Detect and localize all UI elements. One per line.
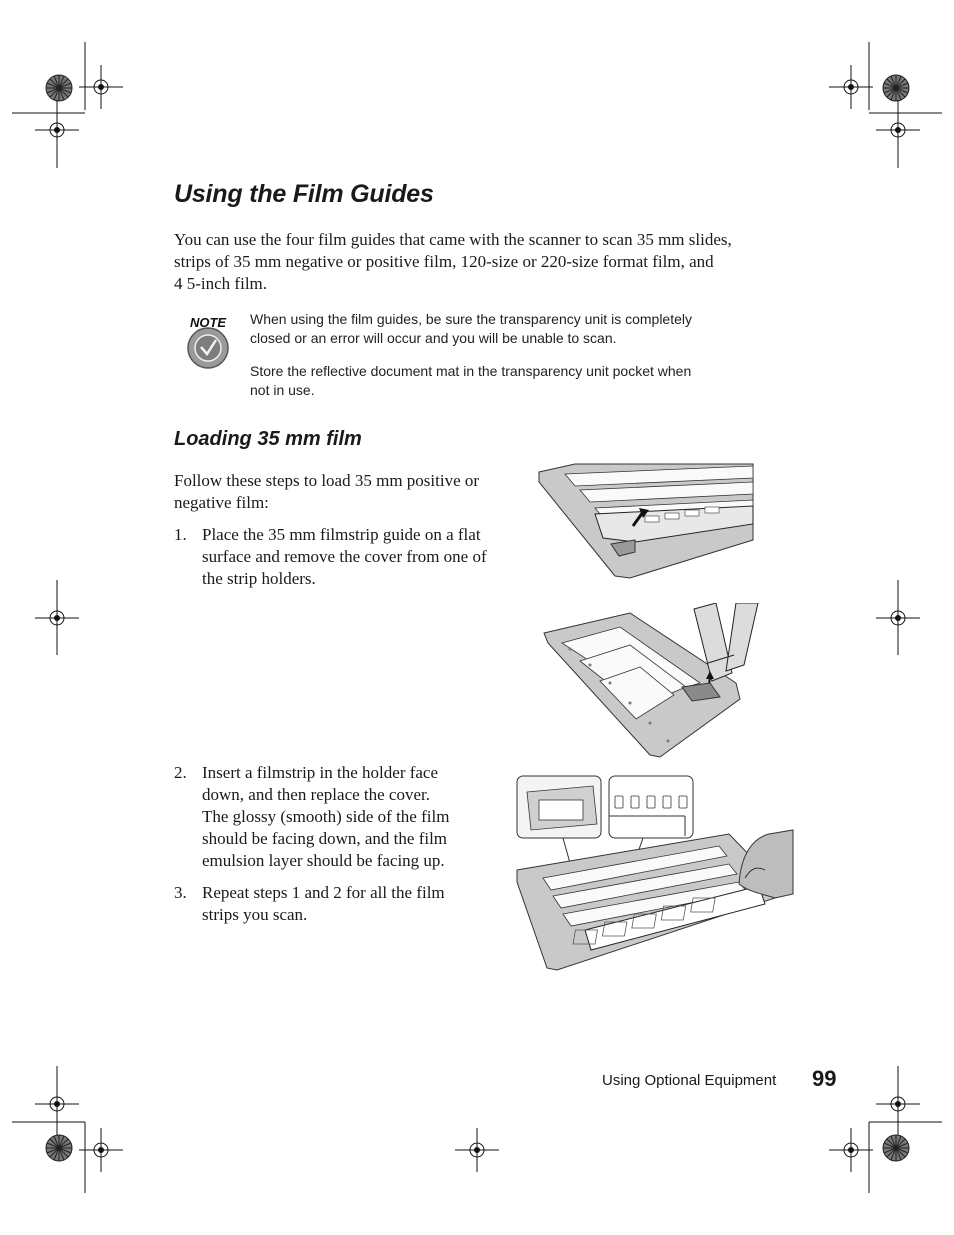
page-number: 99: [812, 1066, 837, 1091]
step-line: The glossy (smooth) side of the film: [202, 807, 450, 826]
note-line: Store the reflective document mat in the transparency unit pocket when: [250, 363, 692, 379]
step-line: the strip holders.: [202, 569, 316, 588]
note-line: not in use.: [250, 382, 315, 398]
step-2-number: 2.: [174, 763, 187, 782]
step-3-text: [202, 882, 492, 926]
step-line: surface and remove the cover from one of: [202, 547, 487, 566]
intro-line: 4 5-inch film.: [174, 274, 268, 293]
section-subheading: Loading 35 mm film: [174, 428, 362, 450]
note-paragraph-2: [250, 362, 760, 400]
step-2-text: [202, 762, 492, 872]
lead-line: negative film:: [174, 493, 269, 512]
lead-paragraph: [174, 470, 514, 514]
intro-paragraph: [174, 229, 774, 295]
step-line: strips you scan.: [202, 905, 308, 924]
step-1-text: [202, 524, 522, 590]
step-1-number: 1.: [174, 525, 187, 544]
film-guide-cover-lifted-illustration: [540, 603, 762, 758]
film-guide-remove-cover-illustration: [535, 460, 757, 582]
page-title: Using the Film Guides: [174, 180, 434, 208]
step-line: Repeat steps 1 and 2 for all the film: [202, 883, 445, 902]
note-icon: [182, 310, 234, 372]
step-line: should be facing down, and the film: [202, 829, 448, 848]
insert-filmstrip-illustration: [513, 774, 795, 972]
step-line: Insert a filmstrip in the holder face: [202, 763, 439, 782]
note-line: closed or an error will occur and you will be unable to scan.: [250, 330, 617, 346]
step-line: down, and then replace the cover.: [202, 785, 430, 804]
lead-line: Follow these steps to load 35 mm positive or: [174, 471, 480, 490]
intro-line: You can use the four film guides that came with the scanner to scan 35 mm slides,: [174, 230, 732, 249]
step-line: emulsion layer should be facing up.: [202, 851, 445, 870]
note-paragraph-1: [250, 310, 760, 348]
step-3-number: 3.: [174, 883, 187, 902]
step-line: Place the 35 mm filmstrip guide on a flat: [202, 525, 481, 544]
note-icon-label: NOTE: [189, 315, 227, 330]
note-line: When using the film guides, be sure the transparency unit is completely: [250, 311, 693, 327]
footer-section-title: Using Optional Equipment: [602, 1072, 777, 1089]
intro-line: strips of 35 mm negative or positive film, 120-size or 220-size format film, and: [174, 252, 714, 271]
